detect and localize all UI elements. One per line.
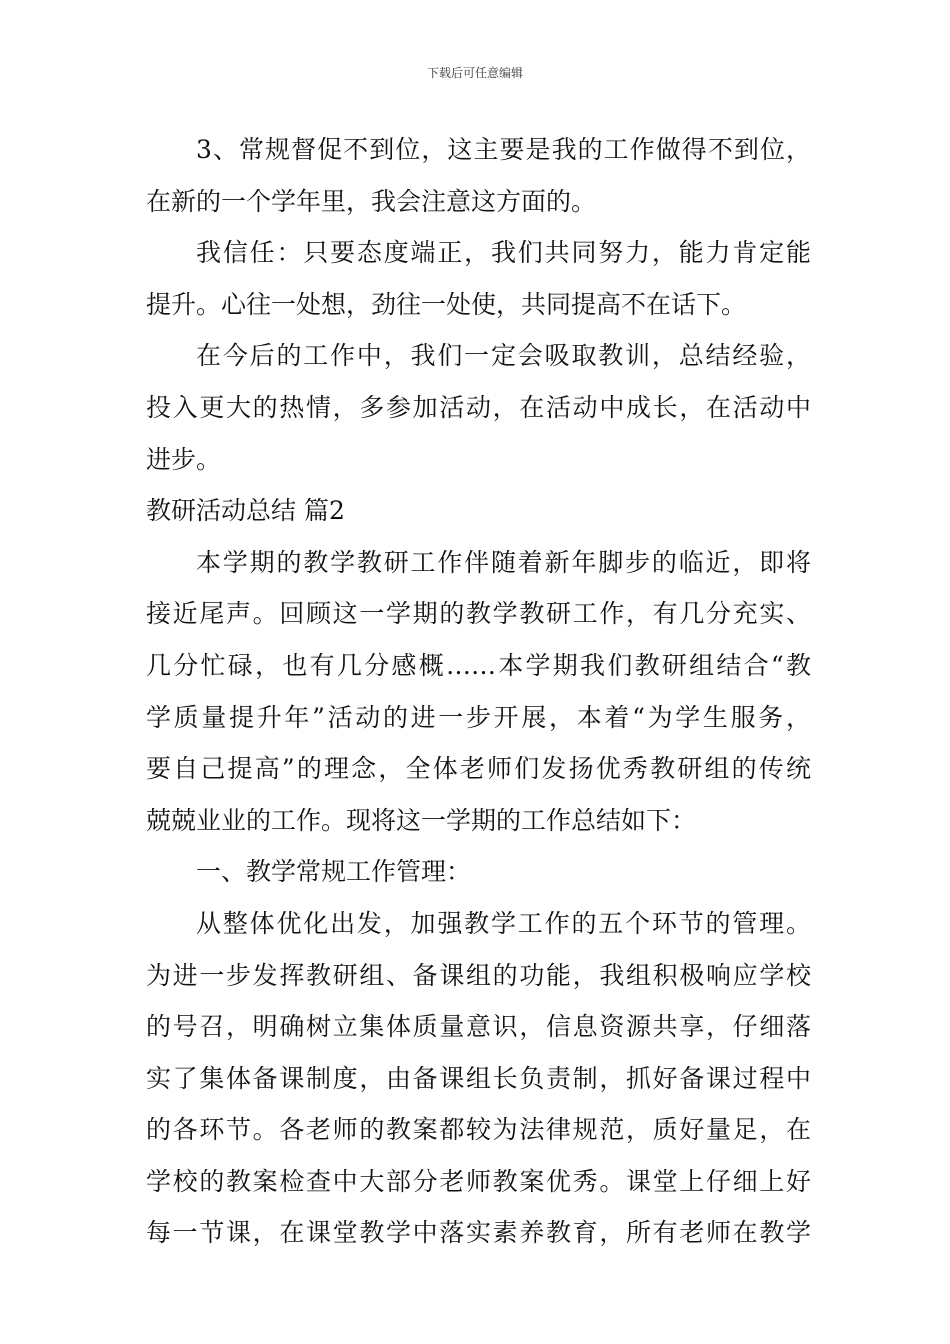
text-line: 一、教学常规工作管理： bbox=[196, 857, 472, 887]
text-line: 的号召，明确树立集体质量意识，信息资源共享，仔细落 bbox=[146, 1012, 811, 1042]
text-line: 从整体优化出发，加强教学工作的五个环节的管理。 bbox=[196, 908, 811, 938]
text-line: 在今后的工作中，我们一定会吸取教训，总结经验， bbox=[196, 341, 811, 371]
text-line: 要自己提高”的理念，全体老师们发扬优秀教研组的传统 bbox=[146, 754, 811, 784]
text-line: 每一节课，在课堂教学中落实素养教育，所有老师在教学 bbox=[146, 1218, 811, 1248]
page-header: 下载后可任意编辑 bbox=[426, 66, 523, 80]
text-line: 进步。 bbox=[146, 444, 222, 474]
text-line: 学质量提升年”活动的进一步开展，本着“为学生服务， bbox=[146, 702, 811, 732]
text-line: 几分忙碌，也有几分感概……本学期我们教研组结合“教 bbox=[146, 650, 811, 680]
text-line: 投入更大的热情，多参加活动，在活动中成长，在活动中 bbox=[146, 392, 811, 422]
text-line: 接近尾声。回顾这一学期的教学教研工作，有几分充实、 bbox=[146, 599, 811, 629]
text-line: 实了集体备课制度，由备课组长负责制，抓好备课过程中 bbox=[146, 1063, 811, 1093]
document-body bbox=[146, 124, 811, 1259]
text-line: 我信任：只要态度端正，我们共同努力，能力肯定能 bbox=[196, 238, 811, 268]
text-line: 教研活动总结 篇2 bbox=[146, 496, 345, 526]
text-line: 本学期的教学教研工作伴随着新年脚步的临近，即将 bbox=[196, 547, 811, 577]
text-line: 的各环节。各老师的教案都较为法律规范，质好量足，在 bbox=[146, 1115, 811, 1145]
text-line: 提升。心往一处想，劲往一处使，共同提高不在话下。 bbox=[146, 289, 747, 319]
text-line: 3、常规督促不到位，这主要是我的工作做得不到位， bbox=[196, 135, 811, 164]
text-line: 学校的教案检查中大部分老师教案优秀。课堂上仔细上好 bbox=[146, 1166, 811, 1196]
text-line: 为进一步发挥教研组、备课组的功能，我组积极响应学校 bbox=[146, 960, 811, 990]
text-line: 兢兢业业的工作。现将这一学期的工作总结如下： bbox=[146, 805, 697, 835]
text-line: 在新的一个学年里，我会注意这方面的。 bbox=[146, 186, 597, 216]
